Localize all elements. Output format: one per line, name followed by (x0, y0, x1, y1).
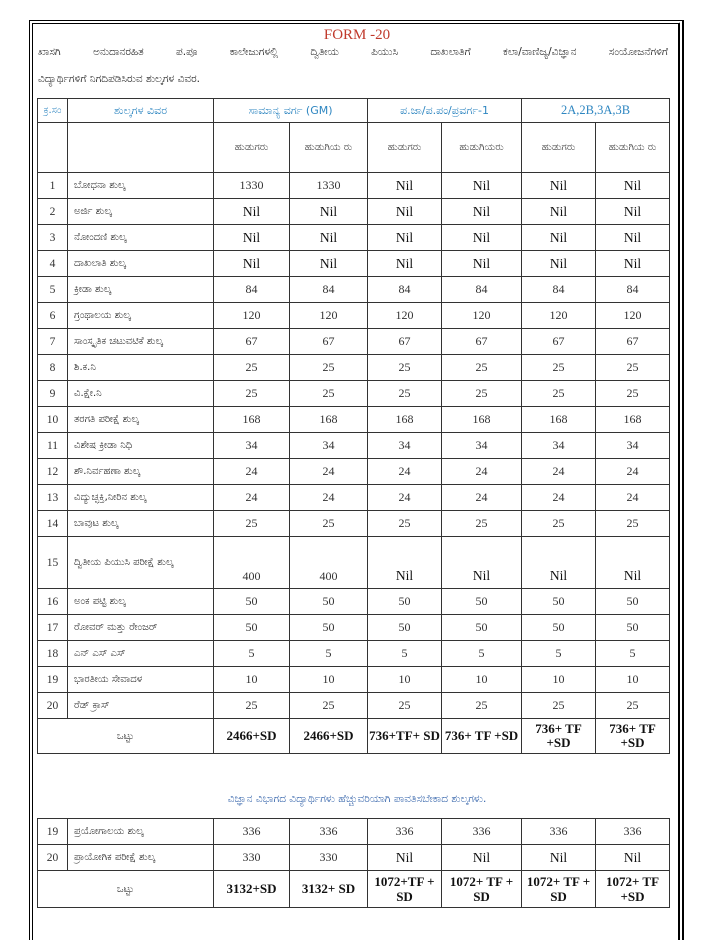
header-boys: ಹುಡುಗರು (214, 123, 290, 173)
fee-description: ಶಿ.ಕ.ನಿ (68, 355, 214, 381)
serial-number: 19 (38, 819, 68, 845)
fee-value: 336 (596, 819, 670, 845)
serial-number: 19 (38, 667, 68, 693)
fee-value: Nil (442, 251, 522, 277)
fee-value: 120 (368, 303, 442, 329)
table-row (38, 433, 670, 459)
fee-description: ನೋಂದಣಿ ಶುಲ್ಕ (68, 225, 214, 251)
form-heading-line1: ಖಾಸಗಿ ಅನುದಾನರಹಿತ ಪ.ಪೂ ಕಾಲೇಜುಗಳಲ್ಲಿ ದ್ವಿತೀಯ ಪಿಯುಸಿ ದಾಖಲಾತಿಗೆ ಕಲಾ/ವಾಣಿಜ್ಯ/ವಿಜ್ಞಾನ ಸಂಯೋಜನೆಗಳಿಗೆ (38, 46, 668, 58)
fee-value: Nil (368, 173, 442, 199)
fee-value: 84 (596, 277, 670, 303)
table-row (38, 615, 670, 641)
header-row-gender (38, 123, 670, 173)
header-boys: ಹುಡುಗರು (368, 123, 442, 173)
fee-description: ಅಂಕ ಪಟ್ಟಿ ಶುಲ್ಕ (68, 589, 214, 615)
total-value: 1072+TF + SD (368, 871, 442, 908)
fee-description: ಅರ್ಜಿ ಶುಲ್ಕ (68, 199, 214, 225)
fee-value: 5 (442, 641, 522, 667)
header-group-gm: ಸಾಮಾನ್ಯ ವರ್ಗ (GM) (214, 99, 368, 123)
fee-value: 84 (290, 277, 368, 303)
fee-value: 120 (522, 303, 596, 329)
fee-value: 120 (596, 303, 670, 329)
fee-value: Nil (368, 225, 442, 251)
fee-value: 24 (368, 485, 442, 511)
fee-value: 1330 (214, 173, 290, 199)
fee-value: 50 (290, 589, 368, 615)
fee-value: 24 (368, 459, 442, 485)
serial-number: 5 (38, 277, 68, 303)
header-group-2a-3b: 2A,2B,3A,3B (522, 99, 670, 123)
fee-value: Nil (214, 225, 290, 251)
fee-value: 168 (214, 407, 290, 433)
fee-value: Nil (596, 845, 670, 871)
fee-value: 67 (596, 329, 670, 355)
serial-number: 8 (38, 355, 68, 381)
fee-value: 67 (442, 329, 522, 355)
fee-description: ಪ್ರಯೋಗಾಲಯ ಶುಲ್ಕ (68, 819, 214, 845)
fee-value: Nil (442, 225, 522, 251)
header-girls: ಹುಡುಗಿಯ ರು (596, 123, 670, 173)
serial-number: 17 (38, 615, 68, 641)
serial-number: 11 (38, 433, 68, 459)
fee-value: 25 (290, 381, 368, 407)
fee-value: Nil (368, 251, 442, 277)
fee-value: 400 (290, 537, 368, 589)
fee-value: 120 (214, 303, 290, 329)
table-row (38, 303, 670, 329)
total-value: 1072+ TF + SD (522, 871, 596, 908)
serial-number: 20 (38, 693, 68, 719)
fee-value: Nil (596, 251, 670, 277)
fee-description: ರೋವರ್ ಮತ್ತು ರೇಂಜರ್ (68, 615, 214, 641)
header-row-groups (38, 99, 670, 123)
fee-description: ಗ್ರಂಥಾಲಯ ಶುಲ್ಕ (68, 303, 214, 329)
fee-value: 25 (596, 355, 670, 381)
fee-value: 1330 (290, 173, 368, 199)
total-value: 2466+SD (290, 719, 368, 754)
fee-value: 25 (442, 511, 522, 537)
fee-value: 10 (442, 667, 522, 693)
fee-value: 10 (290, 667, 368, 693)
table-row (38, 225, 670, 251)
serial-number: 9 (38, 381, 68, 407)
total-label: ಒಟ್ಟು (38, 871, 214, 908)
fee-value: 67 (522, 329, 596, 355)
fee-description: ಭಾರತೀಯ ಸೇವಾದಳ (68, 667, 214, 693)
fee-value: Nil (522, 537, 596, 589)
table-row (38, 407, 670, 433)
fee-value: 10 (596, 667, 670, 693)
fee-value: 67 (214, 329, 290, 355)
fee-value: 330 (214, 845, 290, 871)
fee-value: 336 (522, 819, 596, 845)
table-row (38, 589, 670, 615)
table-row (38, 173, 670, 199)
fee-description: ವಿದ್ಯುಚ್ಛಕ್ತಿ,ನೀರಿನ ಶುಲ್ಕ (68, 485, 214, 511)
total-row (38, 719, 670, 754)
fee-description: ಬಾವುಟ ಶುಲ್ಕ (68, 511, 214, 537)
fee-description: ರೆಡ್ ಕ್ರಾಸ್ (68, 693, 214, 719)
fee-value: 34 (290, 433, 368, 459)
fee-value: 10 (368, 667, 442, 693)
fee-value: Nil (368, 845, 442, 871)
table-row (38, 355, 670, 381)
fee-value: 336 (442, 819, 522, 845)
fee-value: 25 (214, 511, 290, 537)
fee-value: Nil (368, 537, 442, 589)
fee-value: 24 (596, 459, 670, 485)
fee-value: Nil (442, 537, 522, 589)
fee-value: 25 (442, 693, 522, 719)
fee-value: 25 (290, 355, 368, 381)
fee-value: 25 (442, 355, 522, 381)
total-value: 3132+ SD (290, 871, 368, 908)
fee-value: Nil (442, 199, 522, 225)
fee-value: 168 (442, 407, 522, 433)
fee-value: 50 (368, 589, 442, 615)
fee-value: Nil (522, 225, 596, 251)
fee-value: Nil (522, 845, 596, 871)
serial-number: 20 (38, 845, 68, 871)
fee-description: ದಾಖಲಾತಿ ಶುಲ್ಕ (68, 251, 214, 277)
fee-value: 25 (290, 693, 368, 719)
header-girls: ಹುಡುಗಿಯರು (442, 123, 522, 173)
fee-description: ಶೌ.ನಿರ್ವಹಣಾ ಶುಲ್ಕ (68, 459, 214, 485)
fee-description: ಪ್ರಾಯೋಗಿಕ ಪರೀಕ್ಷೆ ಶುಲ್ಕ (68, 845, 214, 871)
fee-value: 84 (442, 277, 522, 303)
table-row (38, 693, 670, 719)
fee-value: 25 (290, 511, 368, 537)
fee-value: 24 (290, 459, 368, 485)
fee-value: 25 (596, 511, 670, 537)
total-value: 1072+ TF + SD (442, 871, 522, 908)
fee-value: 84 (214, 277, 290, 303)
fee-value: 25 (368, 355, 442, 381)
fee-value: 5 (290, 641, 368, 667)
fee-value: 120 (442, 303, 522, 329)
table-row (38, 641, 670, 667)
fee-value: Nil (442, 173, 522, 199)
fee-value: 25 (442, 381, 522, 407)
fee-value: 400 (214, 537, 290, 589)
fee-value: 5 (596, 641, 670, 667)
fee-value: Nil (596, 537, 670, 589)
fee-value: 25 (368, 381, 442, 407)
fee-value: Nil (214, 251, 290, 277)
fee-description: ತರಗತಿ ಪರೀಕ್ಷೆ ಶುಲ್ಕ (68, 407, 214, 433)
total-value: 2466+SD (214, 719, 290, 754)
serial-number: 2 (38, 199, 68, 225)
serial-number: 12 (38, 459, 68, 485)
science-fee-table (37, 818, 670, 908)
table-row (38, 381, 670, 407)
total-value: 736+ TF +SD (596, 719, 670, 754)
serial-number: 3 (38, 225, 68, 251)
fee-value: Nil (596, 225, 670, 251)
serial-number: 6 (38, 303, 68, 329)
total-value: 736+TF+ SD (368, 719, 442, 754)
total-label: ಒಟ್ಟು (38, 719, 214, 754)
fee-value: 24 (522, 485, 596, 511)
fee-value: 24 (596, 485, 670, 511)
fee-description: ಎನ್ ಎಸ್ ಎಸ್ (68, 641, 214, 667)
fee-table (37, 98, 670, 754)
fee-value: 50 (214, 589, 290, 615)
total-value: 1072+ TF +SD (596, 871, 670, 908)
fee-value: 34 (442, 433, 522, 459)
total-value: 3132+SD (214, 871, 290, 908)
fee-value: 84 (368, 277, 442, 303)
fee-value: 34 (368, 433, 442, 459)
fee-value: Nil (596, 173, 670, 199)
fee-value: Nil (290, 251, 368, 277)
fee-value: 336 (368, 819, 442, 845)
table-row (38, 459, 670, 485)
fee-value: 84 (522, 277, 596, 303)
fee-value: 120 (290, 303, 368, 329)
fee-description: ದ್ವಿತೀಯ ಪಿಯುಸಿ ಪರೀಕ್ಷೆ ಶುಲ್ಕ (68, 537, 214, 589)
fee-value: 50 (522, 589, 596, 615)
table-row (38, 329, 670, 355)
serial-number: 14 (38, 511, 68, 537)
fee-value: 168 (368, 407, 442, 433)
fee-value: 168 (290, 407, 368, 433)
fee-value: 50 (596, 615, 670, 641)
fee-value: Nil (522, 173, 596, 199)
header-empty (68, 123, 214, 173)
fee-value: 24 (214, 459, 290, 485)
table-row (38, 511, 670, 537)
fee-value: 34 (596, 433, 670, 459)
fee-value: 330 (290, 845, 368, 871)
fee-value: 25 (596, 693, 670, 719)
fee-value: 24 (290, 485, 368, 511)
fee-value: 25 (522, 511, 596, 537)
total-value: 736+ TF +SD (442, 719, 522, 754)
table-row (38, 277, 670, 303)
fee-value: 24 (442, 459, 522, 485)
fee-description: ಕ್ರೀಡಾ ಶುಲ್ಕ (68, 277, 214, 303)
fee-value: 50 (214, 615, 290, 641)
table-row (38, 819, 670, 845)
fee-value: Nil (368, 199, 442, 225)
fee-value: 336 (214, 819, 290, 845)
serial-number: 18 (38, 641, 68, 667)
science-subtitle: ವಿಜ್ಞಾನ ವಿಭಾಗದ ವಿದ್ಯಾರ್ಥಿಗಳು ಹೆಚ್ಚುವರಿಯಾಗಿ ಪಾವತಿಸಬೇಕಾದ ಶುಲ್ಕಗಳು. (227, 793, 487, 805)
fee-value: 168 (596, 407, 670, 433)
fee-value: 25 (596, 381, 670, 407)
form-title: FORM -20 (323, 27, 391, 43)
serial-number: 10 (38, 407, 68, 433)
fee-value: Nil (522, 251, 596, 277)
fee-value: 25 (214, 693, 290, 719)
fee-value: 34 (214, 433, 290, 459)
fee-value: 25 (368, 511, 442, 537)
table-row (38, 251, 670, 277)
fee-value: 50 (522, 615, 596, 641)
table-row (38, 199, 670, 225)
fee-description: ವಿಶೇಷ ಕ್ರೀಡಾ ನಿಧಿ (68, 433, 214, 459)
fee-value: 50 (442, 589, 522, 615)
fee-value: 50 (368, 615, 442, 641)
header-serial: ಕ್ರ.ಸಂ (38, 99, 68, 123)
header-description: ಶುಲ್ಕಗಳ ವಿವರ (68, 99, 214, 123)
serial-number: 7 (38, 329, 68, 355)
fee-description: ವಿ.ಕ್ಷೇ.ನಿ (68, 381, 214, 407)
header-empty (38, 123, 68, 173)
fee-value: 25 (522, 693, 596, 719)
fee-value: 24 (442, 485, 522, 511)
fee-description: ಸಾಂಸ್ಕೃತಿಕ ಚಟುವಟಿಕೆ ಶುಲ್ಕ (68, 329, 214, 355)
science-total-row (38, 871, 670, 908)
serial-number: 1 (38, 173, 68, 199)
fee-value: 25 (368, 693, 442, 719)
fee-value: Nil (290, 199, 368, 225)
fee-value: 67 (290, 329, 368, 355)
table-row (38, 845, 670, 871)
fee-value: Nil (596, 199, 670, 225)
table-row (38, 667, 670, 693)
fee-value: 50 (596, 589, 670, 615)
fee-value: 67 (368, 329, 442, 355)
fee-value: 5 (522, 641, 596, 667)
fee-value: 50 (290, 615, 368, 641)
fee-description: ಬೋಧನಾ ಶುಲ್ಕ (68, 173, 214, 199)
fee-value: 25 (214, 355, 290, 381)
form-heading-line2: ವಿದ್ಯಾರ್ಥಿಗಳಿಗೆ ನಿಗದಿಪಡಿಸಿರುವ ಶುಲ್ಕಗಳ ವಿವರ. (38, 73, 200, 85)
fee-value: 24 (214, 485, 290, 511)
fee-value: 25 (214, 381, 290, 407)
fee-value: 168 (522, 407, 596, 433)
fee-value: 25 (522, 381, 596, 407)
fee-value: 10 (214, 667, 290, 693)
fee-value: 5 (368, 641, 442, 667)
fee-value: Nil (442, 845, 522, 871)
fee-value: Nil (290, 225, 368, 251)
serial-number: 15 (38, 537, 68, 589)
fee-value: 10 (522, 667, 596, 693)
fee-value: Nil (214, 199, 290, 225)
fee-value: 25 (522, 355, 596, 381)
table-row (38, 537, 670, 589)
fee-value: 34 (522, 433, 596, 459)
header-group-sc-st: ಪ.ಜಾ/ಪ.ಪಂ/ಪ್ರವರ್ಗ-1 (368, 99, 522, 123)
header-girls: ಹುಡುಗಿಯ ರು (290, 123, 368, 173)
serial-number: 4 (38, 251, 68, 277)
fee-value: 5 (214, 641, 290, 667)
fee-value: 24 (522, 459, 596, 485)
total-value: 736+ TF +SD (522, 719, 596, 754)
fee-value: Nil (522, 199, 596, 225)
fee-value: 336 (290, 819, 368, 845)
table-row (38, 485, 670, 511)
header-boys: ಹುಡುಗರು (522, 123, 596, 173)
fee-value: 50 (442, 615, 522, 641)
serial-number: 16 (38, 589, 68, 615)
serial-number: 13 (38, 485, 68, 511)
